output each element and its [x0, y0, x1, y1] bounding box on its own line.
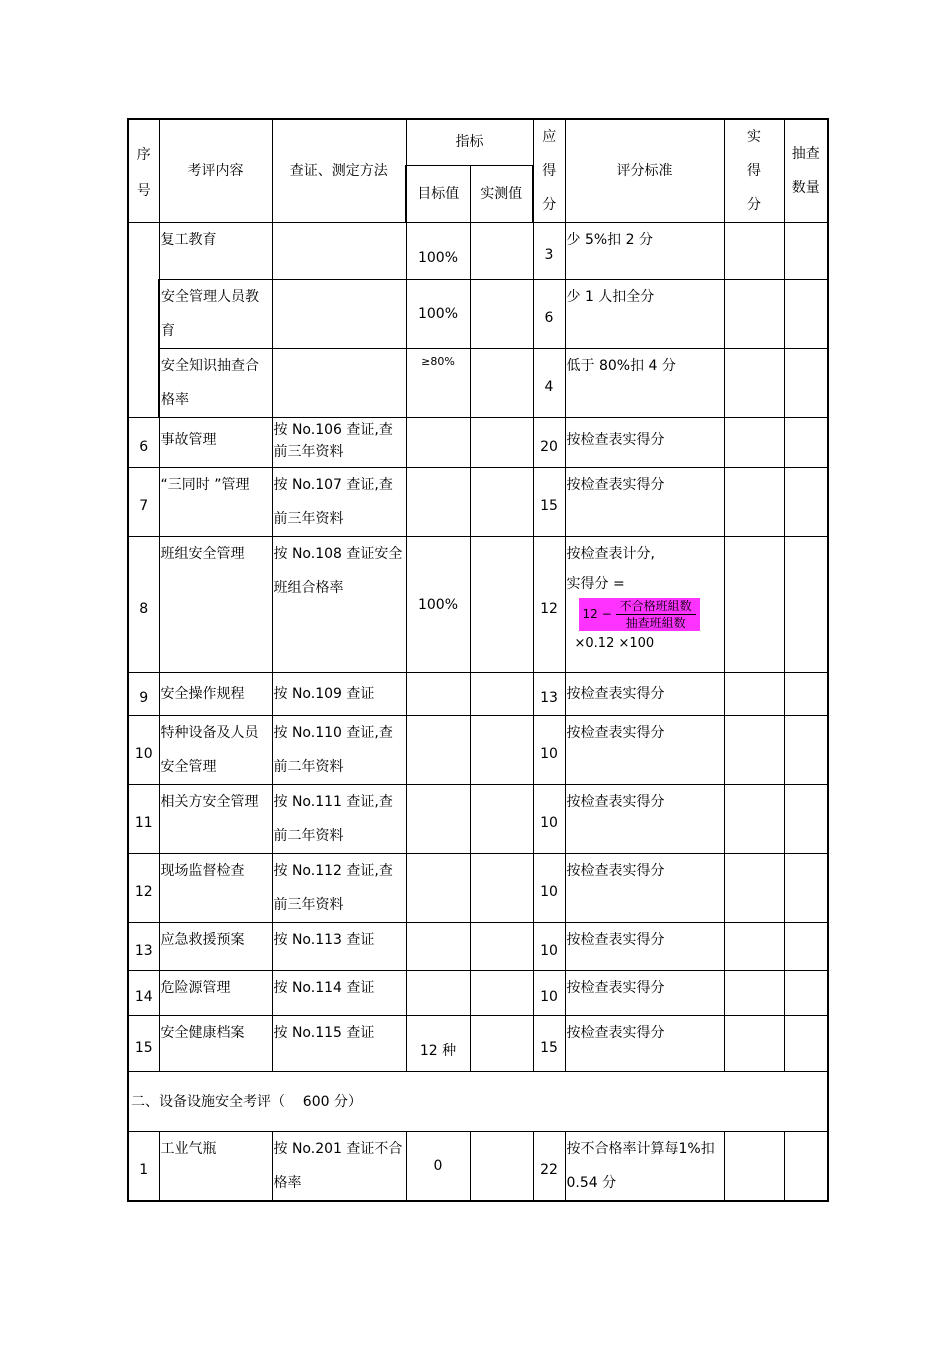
table-row [128, 280, 828, 349]
header-target: 目标值 [406, 165, 470, 222]
target-cell: 100% [406, 280, 470, 349]
seq-cell: 6 [128, 418, 159, 468]
target-cell [406, 785, 470, 854]
sample-cell [784, 1132, 828, 1202]
actual-cell [724, 418, 784, 468]
seq-cell: 11 [128, 785, 159, 854]
content-cell: 应急救援预案 [159, 923, 272, 971]
score-cell: 20 [533, 418, 565, 468]
method-cell: 按 No.107 查证,查前三年资料 [272, 468, 406, 537]
header-sample-qty-text: 抽查数量 [791, 146, 820, 196]
table-row [128, 468, 828, 537]
score-cell: 10 [533, 716, 565, 785]
method-cell: 按 No.110 查证,查前二年资料 [272, 716, 406, 785]
content-cell: 工业气瓶 [159, 1132, 272, 1202]
actual-cell [724, 971, 784, 1016]
method-cell: 按 No.108 查证安全班组合格率 [272, 537, 406, 673]
measured-cell [470, 1016, 533, 1072]
measured-cell [470, 418, 533, 468]
method-cell: 按 No.112 查证,查前三年资料 [272, 854, 406, 923]
actual-cell [724, 923, 784, 971]
method-cell: 按 No.115 查证 [272, 1016, 406, 1072]
table-row [128, 223, 828, 280]
header-seq-text: 序号 [136, 147, 151, 199]
actual-cell [724, 349, 784, 418]
measured-cell [470, 1132, 533, 1202]
sample-cell [784, 971, 828, 1016]
seq-cell: 14 [128, 971, 159, 1016]
formula-denominator: 抽查班組数 [625, 615, 686, 630]
actual-cell [724, 1016, 784, 1072]
table-row [128, 1132, 828, 1202]
content-cell: 安全健康档案 [159, 1016, 272, 1072]
score-cell: 3 [533, 223, 565, 280]
criteria-cell: 按检查表实得分 [565, 468, 724, 537]
actual-cell [724, 785, 784, 854]
table-row [128, 785, 828, 854]
sample-cell [784, 854, 828, 923]
formula-numerator: 不合格班組数 [616, 598, 696, 615]
header-actual-score-text: 实得分 [747, 129, 761, 213]
sample-cell [784, 349, 828, 418]
score-cell: 13 [533, 673, 565, 716]
method-cell [272, 280, 406, 349]
target-cell: 0 [406, 1132, 470, 1202]
header-criteria: 评分标准 [565, 119, 724, 223]
actual-cell [724, 716, 784, 785]
target-cell [406, 468, 470, 537]
method-cell [272, 349, 406, 418]
seq-cell: 7 [128, 468, 159, 537]
target-cell: 100% [406, 223, 470, 280]
table-row [128, 923, 828, 971]
criteria-cell: 按检查表实得分 [565, 923, 724, 971]
content-cell: 安全操作规程 [159, 673, 272, 716]
sample-cell [784, 468, 828, 537]
method-cell [272, 223, 406, 280]
score-cell: 10 [533, 785, 565, 854]
content-cell: 复工教育 [159, 223, 272, 280]
measured-cell [470, 280, 533, 349]
sample-cell [784, 785, 828, 854]
header-content: 考评内容 [159, 119, 272, 223]
target-cell: 100% [406, 537, 470, 673]
target-cell [406, 673, 470, 716]
header-indicator: 指标 [406, 119, 533, 165]
header-should-score [533, 119, 565, 223]
score-cell: 10 [533, 923, 565, 971]
header-method: 查证、测定方法 [272, 119, 406, 223]
criteria-line-1: 按检查表计分, [566, 546, 655, 562]
header-measured: 实测值 [470, 165, 533, 222]
table-row [128, 716, 828, 785]
measured-cell [470, 923, 533, 971]
table-row [128, 1016, 828, 1072]
target-cell: 12 种 [406, 1016, 470, 1072]
content-cell: 危险源管理 [159, 971, 272, 1016]
score-cell: 10 [533, 854, 565, 923]
criteria-cell: 按不合格率计算每1%扣 0.54 分 [565, 1132, 724, 1202]
header-sample-qty [784, 119, 828, 223]
seq-cell: 13 [128, 923, 159, 971]
measured-cell [470, 716, 533, 785]
seq-cell: 9 [128, 673, 159, 716]
criteria-cell: 少 5%扣 2 分 [565, 223, 724, 280]
actual-cell [724, 468, 784, 537]
content-cell: 现场监督检查 [159, 854, 272, 923]
score-cell: 12 [533, 537, 565, 673]
seq-cell: 10 [128, 716, 159, 785]
target-cell [406, 854, 470, 923]
content-cell: 相关方安全管理 [159, 785, 272, 854]
table-row [128, 418, 828, 468]
measured-cell [470, 349, 533, 418]
criteria-cell: 低于 80%扣 4 分 [565, 349, 724, 418]
table-row [128, 349, 828, 418]
score-cell: 6 [533, 280, 565, 349]
header-row-1 [128, 119, 828, 165]
seq-cell: 15 [128, 1016, 159, 1072]
formula-lead: 12 − [582, 607, 612, 621]
target-cell [406, 716, 470, 785]
criteria-cell: 按检查表实得分 [565, 716, 724, 785]
content-cell: 安全管理人员教育 [159, 280, 272, 349]
measured-cell [470, 223, 533, 280]
content-cell: 特种设备及人员安全管理 [159, 716, 272, 785]
formula-tail: ×0.12 ×100 [574, 636, 655, 651]
header-should-score-text: 应得分 [542, 129, 557, 213]
sample-cell [784, 1016, 828, 1072]
sample-cell [784, 716, 828, 785]
content-cell: 事故管理 [159, 418, 272, 468]
method-cell: 按 No.114 查证 [272, 971, 406, 1016]
measured-cell [470, 971, 533, 1016]
measured-cell [470, 673, 533, 716]
table-row [128, 971, 828, 1016]
target-cell: ≥80% [406, 349, 470, 418]
seq-cell: 1 [128, 1132, 159, 1202]
score-cell: 22 [533, 1132, 565, 1202]
seq-cell: 12 [128, 854, 159, 923]
actual-cell [724, 280, 784, 349]
criteria-cell: 按检查表实得分 [565, 854, 724, 923]
criteria-cell: 按检查表实得分 [565, 971, 724, 1016]
assessment-table [127, 118, 829, 1202]
criteria-cell: 按检查表实得分 [565, 1016, 724, 1072]
actual-cell [724, 537, 784, 673]
score-cell: 10 [533, 971, 565, 1016]
score-cell: 4 [533, 349, 565, 418]
measured-cell [470, 537, 533, 673]
method-cell: 按 No.106 查证,查前三年资料 [272, 418, 406, 468]
actual-cell [724, 673, 784, 716]
target-cell [406, 418, 470, 468]
criteria-cell: 少 1 人扣全分 [565, 280, 724, 349]
method-cell: 按 No.201 查证不合格率 [272, 1132, 406, 1202]
measured-cell [470, 785, 533, 854]
actual-cell [724, 1132, 784, 1202]
table-row [128, 854, 828, 923]
seq-cell [128, 223, 159, 418]
criteria-cell [565, 537, 724, 673]
table-row [128, 673, 828, 716]
sample-cell [784, 923, 828, 971]
actual-cell [724, 223, 784, 280]
formula-fraction [616, 598, 696, 631]
target-cell [406, 971, 470, 1016]
scoring-formula [579, 598, 700, 631]
measured-cell [470, 854, 533, 923]
score-cell: 15 [533, 468, 565, 537]
sample-cell [784, 223, 828, 280]
table-row [128, 537, 828, 673]
content-cell: 安全知识抽查合格率 [159, 349, 272, 418]
seq-cell: 8 [128, 537, 159, 673]
actual-cell [724, 854, 784, 923]
header-seq [128, 119, 159, 223]
sample-cell [784, 537, 828, 673]
method-cell: 按 No.111 查证,查前二年资料 [272, 785, 406, 854]
score-cell: 15 [533, 1016, 565, 1072]
measured-cell [470, 468, 533, 537]
target-cell [406, 923, 470, 971]
content-cell: “三同时 ”管理 [159, 468, 272, 537]
header-actual-score [724, 119, 784, 223]
sample-cell [784, 280, 828, 349]
criteria-cell: 按检查表实得分 [565, 785, 724, 854]
criteria-cell: 按检查表实得分 [565, 418, 724, 468]
section-row [128, 1072, 828, 1132]
sample-cell [784, 673, 828, 716]
method-cell: 按 No.109 查证 [272, 673, 406, 716]
content-cell: 班组安全管理 [159, 537, 272, 673]
sample-cell [784, 418, 828, 468]
method-cell: 按 No.113 查证 [272, 923, 406, 971]
criteria-line-2: 实得分 = [566, 576, 625, 592]
section-title: 二、设备设施安全考评（ 600 分） [128, 1072, 828, 1132]
criteria-cell: 按检查表实得分 [565, 673, 724, 716]
